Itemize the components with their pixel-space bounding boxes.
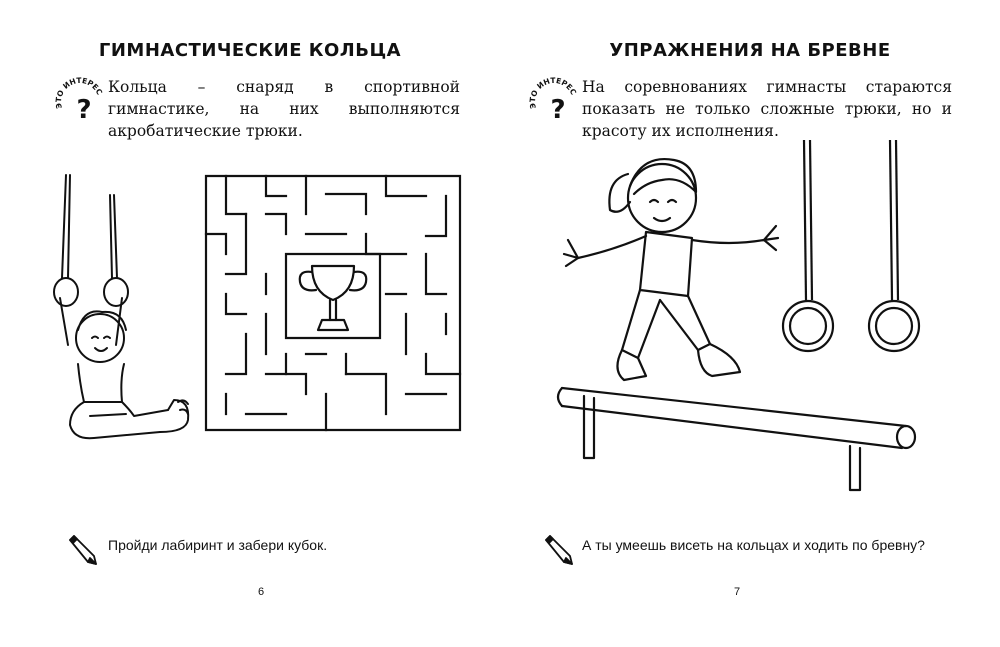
task-text: Пройди лабиринт и забери кубок. xyxy=(108,537,328,553)
page-title: УПРАЖНЕНИЯ НА БРЕВНЕ xyxy=(609,40,891,61)
badge-caption: ЭТО ИНТЕРЕСНО xyxy=(524,67,579,110)
task-text: А ты умеешь висеть на кольцах и ходить по бревну? xyxy=(582,537,925,553)
pencil-icon xyxy=(542,534,574,566)
page-number: 7 xyxy=(734,586,741,598)
badge-symbol: ? xyxy=(550,95,566,125)
right-page xyxy=(500,0,1000,647)
badge-symbol: ? xyxy=(76,95,92,125)
pencil-icon xyxy=(66,534,98,566)
fact-text: Кольца – снаряд в спортивной гимнастике, на них выполняются акробатические трюки. xyxy=(108,78,460,140)
page-number: 6 xyxy=(258,586,265,598)
question-badge-icon xyxy=(50,67,106,126)
trophy-icon xyxy=(300,266,367,330)
gymnast-on-beam-illustration xyxy=(550,140,950,500)
gymnast-on-rings-illustration xyxy=(40,170,200,470)
maze-puzzle xyxy=(204,174,462,432)
fact-text: На соревнованиях гимнасты стараются показать не только сложные трюки, но и красоту их исполнения. xyxy=(582,78,952,140)
question-badge-icon xyxy=(524,67,580,126)
badge-caption: ЭТО ИНТЕРЕСНО xyxy=(50,67,105,110)
page-title: ГИМНАСТИЧЕСКИЕ КОЛЬЦА xyxy=(98,40,402,61)
